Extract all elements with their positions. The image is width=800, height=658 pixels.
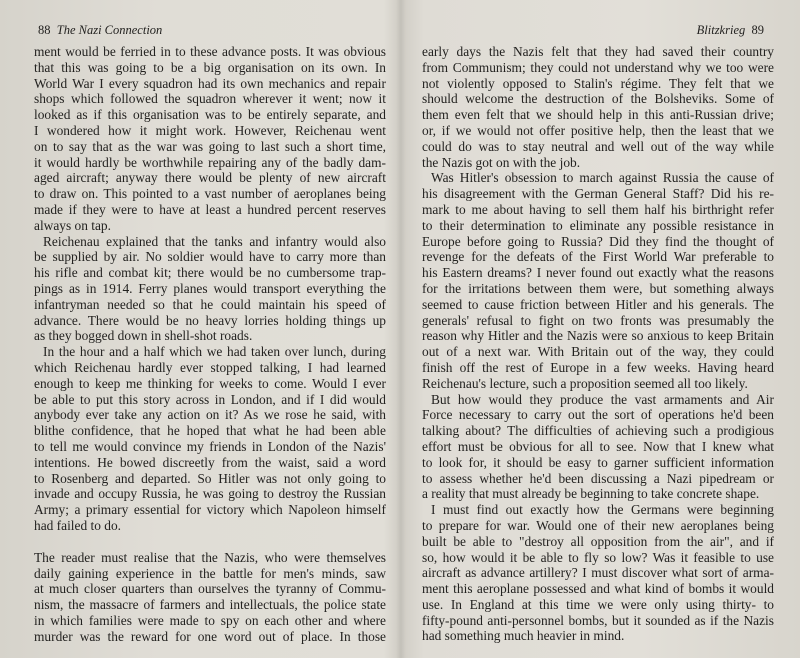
text-line: revenge for the defeats of the First World War preferable to [422,249,774,265]
text-line: to assess whether he'd been discussing a Nazi pipedream or [422,470,774,486]
text-line: ment this aeroplane possessed and what kind of bombs it would [422,581,774,597]
text-line: or, if we would not offer positive help, then the least that we [422,122,774,138]
text-line: his Eastern dreams? I never found out exactly what the reasons [422,265,774,281]
text-line: Force necessary to carry out the sort of operations he'd been [422,407,774,423]
text-line: blithe confidence, that he hoped that what he had been able [34,423,386,439]
text-line: the Nazis got on with the job. [422,154,581,170]
text-line: out of a next war. With Britain out of the way, they could [422,344,774,360]
right-page-number: 89 [751,23,764,37]
text-line: talking about? The difficulties of achieving such a prodigious [422,423,774,439]
text-line: his disagreement with the German General Staff? Did his re- [422,186,774,202]
text-line: The reader must realise that the Nazis, who were themselves [34,549,386,565]
text-line: them even felt that we should help in this anti-Russian drive; [422,107,774,123]
text-line: so, how would it be able to fly so low? Was it feasible to use [422,549,774,565]
text-line: on to say that as the war was going to last such a short time, [34,138,386,154]
text-line: effort must be obvious for all to see. Now that I knew what [422,438,774,454]
text-line: I wondered how it might work. However, Reichenau went [34,122,386,138]
text-line: Reichenau's lecture, such a proposition seemed all too likely. [422,375,748,391]
text-line: in which families were made to spy on each other and where [34,612,386,628]
left-page [0,0,398,658]
text-line: invade and occupy Russia, he was going to destroy the Russian [34,486,386,502]
text-line: to tell me would convince my friends in London of the Nazis' [34,438,386,454]
text-line: But how would they produce the vast armaments and Air [431,391,774,407]
text-line: that this was going to be a big organisation on its own. In [34,59,386,75]
text-line: to their determination to eliminate any possible resistance in [422,217,774,233]
text-line: advance. There would be no heavy lorries holding things up [34,312,386,328]
text-line: his rifle and combat kit; there would be no cumbersome trap- [34,265,386,281]
text-line: at much closer quarters than ourselves the tyranny of Commu- [34,581,386,597]
text-line: built be able to "destroy all opposition from the air", and if [422,533,774,549]
text-line: could do was to stay neutral and well out of the way while [422,138,774,154]
text-line: infantryman needed so that he could maintain his speed of [34,296,386,312]
text-line: early days the Nazis felt that they had saved their country [422,44,774,59]
text-line: had failed to do. [34,517,122,533]
text-line: Reichenau explained that the tanks and infantry would also [43,233,386,249]
text-line: pings as in 1914. Ferry planes would transport everything the [34,280,386,296]
text-line: always on tap. [34,217,111,233]
text-line: be able to put this story across in London, and if I did would [34,391,386,407]
text-line: shops which followed the squadron wherever it went; now it [34,91,386,107]
text-line: use. In England at this time we were only using thirty- to [422,596,774,612]
text-line: Army; a primary essential for victory which Napoleon himself [34,502,386,518]
text-line: mark to me about having to sell them half his birthright refer [422,201,774,217]
text-line: which Reichenau hardly ever stopped talking, I had learned [34,359,386,375]
left-running-title: The Nazi Connection [56,23,163,37]
text-line: murder was the reward for one word out of place. In those [34,628,386,644]
right-running-head [697,23,764,38]
text-line: a reality that must already be beginning to take concrete shape. [422,486,760,502]
text-line: seemed to cause friction between Hitler and his generals. The [422,296,774,312]
text-line: aged aircraft; anyway there would be plenty of new aircraft [34,170,386,186]
text-line: fifty-pound anti-personnel bombs, but it sounded as if the Nazis [422,612,774,628]
text-line: should welcome the destruction of the Bolsheviks. Some of [422,91,774,107]
text-line: finish off the rest of Europe in a few weeks. Having heard [422,359,774,375]
text-line: to prepare for war. Would one of their new aeroplanes being [422,517,774,533]
text-line: aircraft as advance artillery? I must discover what sort of arma- [422,565,774,581]
text-line: reason why Hitler and the Nazis were so anxious to keep Britain [422,328,774,344]
text-line: Was Hitler's obsession to march against Russia the cause of [431,170,774,186]
text-line: In the hour and a half which we had taken over lunch, during [43,344,386,360]
text-line: be supplied by air. No soldier would have to carry more than [34,249,386,265]
text-line: generals' refusal to fight on two fronts was presumably the [422,312,774,328]
text-line: to Rosenberg and departed. So Hitler was not only going to [34,470,386,486]
text-line: anybody ever take any action on it? As we rose he said, with [34,407,386,423]
text-line: for the irritations between them were, but something always [422,280,774,296]
text-line: intentions. He bowed discreetly from the waist, said a word [34,454,386,470]
text-line: made if they were to have at least a hundred percent reserves [34,201,386,217]
text-line: World War I every squadron had its own mechanics and repair [34,75,386,91]
left-page-number: 88 [38,23,51,37]
text-line: daily gaining experience in the battle for men's minds, saw [34,565,386,581]
text-line: I must find out exactly how the Germans were beginning [431,502,774,518]
text-line: enough to keep me thinking for weeks to come. Would I ever [34,375,386,391]
text-line: from Communism; they could not understand why we too were [422,59,774,75]
right-page [402,0,800,658]
text-line: to draw on. This pointed to a vast number of aeroplanes being [34,186,386,202]
text-line: looked as if this organisation was to be entirely separate, and [34,107,386,123]
text-line: it would hardly be worthwhile repairing any of the badly dam- [34,154,386,170]
text-line: ment would be ferried in to these advance posts. It was obvious [34,44,386,59]
text-line: had something much heavier in mind. [422,628,625,644]
right-running-title: Blitzkrieg [696,23,746,37]
text-line: Europe before going to Russia? Did they find the thought of [422,233,774,249]
left-running-head [38,23,162,38]
left-page-body [34,44,386,644]
text-line: nism, the massacre of farmers and intellectuals, the police state [34,597,386,613]
text-line: to look for, it should be easy to garner sufficient information [422,454,774,470]
right-page-body [422,44,774,644]
text-line: not violently opposed to Stalin's régime. They felt that we [422,75,774,91]
section-break [34,534,386,550]
text-line: as they bogged down in shell-shot roads. [34,328,253,344]
